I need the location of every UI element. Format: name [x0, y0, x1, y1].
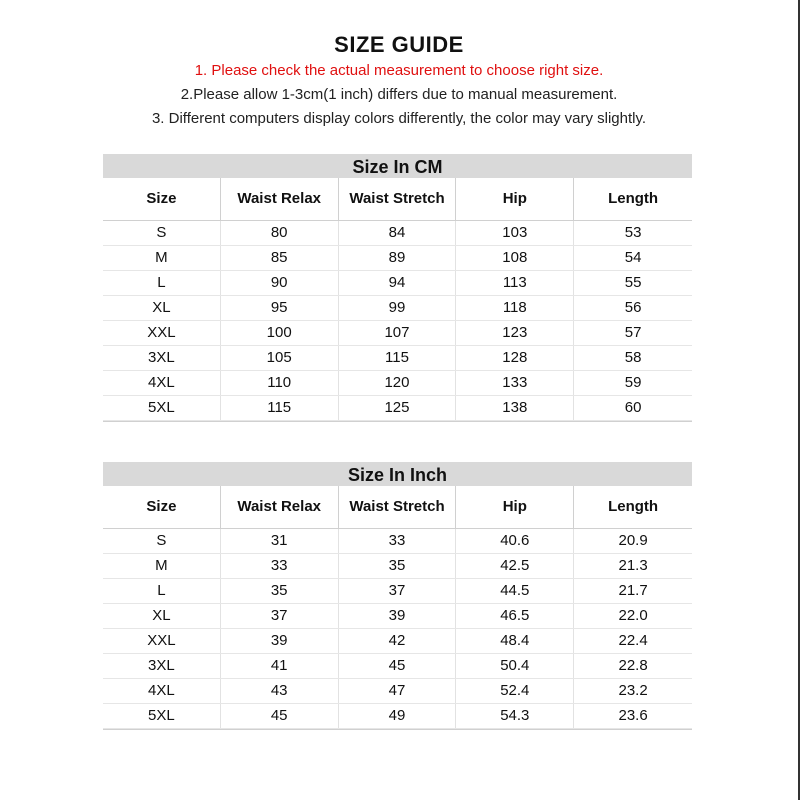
header-cell-size: Size	[103, 486, 221, 528]
size-table-inch	[103, 462, 692, 730]
table-title: Size In Inch	[103, 462, 692, 486]
table-cell-waist-relax: 31	[221, 529, 339, 553]
size-table-cm	[103, 154, 692, 422]
table-cell-waist-relax: 41	[221, 654, 339, 678]
table-cell-length: 22.0	[618, 607, 648, 624]
table-cell-waist-stretch: 94	[339, 271, 457, 295]
page-title: SIZE GUIDE	[334, 32, 464, 57]
note-measurement: 1. Please check the actual measurement to choose right size.	[194, 62, 604, 79]
table-row	[103, 396, 692, 421]
table-cell-size: M	[103, 246, 221, 270]
table-row	[103, 371, 692, 396]
table-cell-waist-stretch: 120	[339, 371, 457, 395]
table-cell-waist-stretch: 45	[339, 654, 457, 678]
table-cell-waist-relax: 35	[221, 579, 339, 603]
table-cell-size: M	[103, 554, 221, 578]
table-row	[103, 529, 692, 554]
table-cell-hip: 46.5	[456, 604, 574, 628]
table-cell-waist-stretch: 89	[339, 246, 457, 270]
table-row	[103, 629, 692, 654]
table-row	[103, 246, 692, 271]
table-cell-waist-stretch: 39	[339, 604, 457, 628]
table-cell-length: 59	[624, 374, 642, 391]
header-cell-length: Length	[608, 498, 659, 515]
table-cell-waist-relax: 43	[221, 679, 339, 703]
table-row	[103, 654, 692, 679]
header-cell-length: Length	[608, 190, 659, 207]
table-cell-waist-stretch: 37	[339, 579, 457, 603]
table-cell-hip: 123	[456, 321, 574, 345]
table-cell-hip: 133	[456, 371, 574, 395]
table-cell-length: 60	[624, 399, 642, 416]
table-row	[103, 579, 692, 604]
table-cell-waist-relax: 80	[221, 221, 339, 245]
table-cell-waist-relax: 33	[221, 554, 339, 578]
table-row	[103, 271, 692, 296]
table-cell-length: 54	[624, 249, 642, 266]
table-cell-length: 56	[624, 299, 642, 316]
table-cell-waist-relax: 110	[221, 371, 339, 395]
table-cell-waist-stretch: 107	[339, 321, 457, 345]
table-cell-length: 23.6	[618, 707, 648, 724]
table-cell-waist-relax: 45	[221, 704, 339, 728]
table-cell-waist-relax: 37	[221, 604, 339, 628]
table-cell-hip: 42.5	[456, 554, 574, 578]
table-cell-waist-stretch: 115	[339, 346, 457, 370]
table-cell-length: 21.3	[618, 557, 648, 574]
note-color: 3. Different computers display colors differently, the color may vary slightly.	[151, 110, 647, 127]
table-cell-waist-relax: 100	[221, 321, 339, 345]
table-cell-size: XL	[103, 296, 221, 320]
table-cell-length: 23.2	[618, 682, 648, 699]
table-row	[103, 704, 692, 729]
table-body	[103, 221, 692, 422]
table-cell-size: XXL	[103, 629, 221, 653]
table-cell-waist-stretch: 49	[339, 704, 457, 728]
table-cell-hip: 138	[456, 396, 574, 420]
table-cell-size: L	[103, 271, 221, 295]
header-cell-hip: Hip	[456, 178, 574, 220]
header-cell-waist-stretch: Waist Stretch	[339, 178, 457, 220]
table-cell-hip: 44.5	[456, 579, 574, 603]
table-cell-length: 58	[624, 349, 642, 366]
table-row	[103, 346, 692, 371]
table-cell-hip: 128	[456, 346, 574, 370]
header-cell-waist-relax: Waist Relax	[221, 486, 339, 528]
table-cell-size: 3XL	[103, 654, 221, 678]
table-cell-hip: 113	[456, 271, 574, 295]
table-cell-hip: 108	[456, 246, 574, 270]
table-cell-waist-relax: 95	[221, 296, 339, 320]
table-row	[103, 554, 692, 579]
table-cell-waist-stretch: 47	[339, 679, 457, 703]
table-cell-length: 57	[624, 324, 642, 341]
table-cell-length: 55	[624, 274, 642, 291]
note-tolerance: 2.Please allow 1-3cm(1 inch) differs due to manual measurement.	[180, 86, 618, 103]
table-body	[103, 529, 692, 730]
table-cell-length: 22.8	[618, 657, 648, 674]
table-cell-waist-relax: 105	[221, 346, 339, 370]
header-cell-waist-relax: Waist Relax	[221, 178, 339, 220]
table-header-row	[103, 178, 692, 221]
table-row	[103, 296, 692, 321]
table-cell-hip: 48.4	[456, 629, 574, 653]
table-row	[103, 221, 692, 246]
table-cell-length: 22.4	[618, 632, 648, 649]
table-cell-hip: 52.4	[456, 679, 574, 703]
table-cell-length: 53	[624, 224, 642, 241]
table-cell-waist-relax: 85	[221, 246, 339, 270]
table-row	[103, 321, 692, 346]
table-header-row	[103, 486, 692, 529]
table-cell-size: XXL	[103, 321, 221, 345]
table-cell-size: 5XL	[103, 704, 221, 728]
table-cell-size: S	[103, 221, 221, 245]
table-cell-hip: 118	[456, 296, 574, 320]
table-cell-size: XL	[103, 604, 221, 628]
table-cell-size: 4XL	[103, 679, 221, 703]
table-cell-hip: 54.3	[456, 704, 574, 728]
table-cell-hip: 103	[456, 221, 574, 245]
table-cell-size: S	[103, 529, 221, 553]
table-cell-waist-stretch: 42	[339, 629, 457, 653]
table-cell-hip: 50.4	[456, 654, 574, 678]
table-cell-size: 3XL	[103, 346, 221, 370]
table-cell-waist-relax: 90	[221, 271, 339, 295]
table-cell-size: 4XL	[103, 371, 221, 395]
table-cell-hip: 40.6	[456, 529, 574, 553]
header-cell-waist-stretch: Waist Stretch	[339, 486, 457, 528]
table-title: Size In CM	[103, 154, 692, 178]
table-cell-waist-stretch: 35	[339, 554, 457, 578]
table-row	[103, 679, 692, 704]
table-cell-waist-relax: 39	[221, 629, 339, 653]
header-cell-size: Size	[103, 178, 221, 220]
table-cell-length: 21.7	[618, 582, 648, 599]
table-cell-waist-relax: 115	[221, 396, 339, 420]
table-row	[103, 604, 692, 629]
table-cell-waist-stretch: 84	[339, 221, 457, 245]
table-cell-waist-stretch: 99	[339, 296, 457, 320]
table-cell-size: 5XL	[103, 396, 221, 420]
header-cell-hip: Hip	[456, 486, 574, 528]
table-cell-size: L	[103, 579, 221, 603]
table-cell-waist-stretch: 33	[339, 529, 457, 553]
table-cell-waist-stretch: 125	[339, 396, 457, 420]
table-cell-length: 20.9	[618, 532, 648, 549]
